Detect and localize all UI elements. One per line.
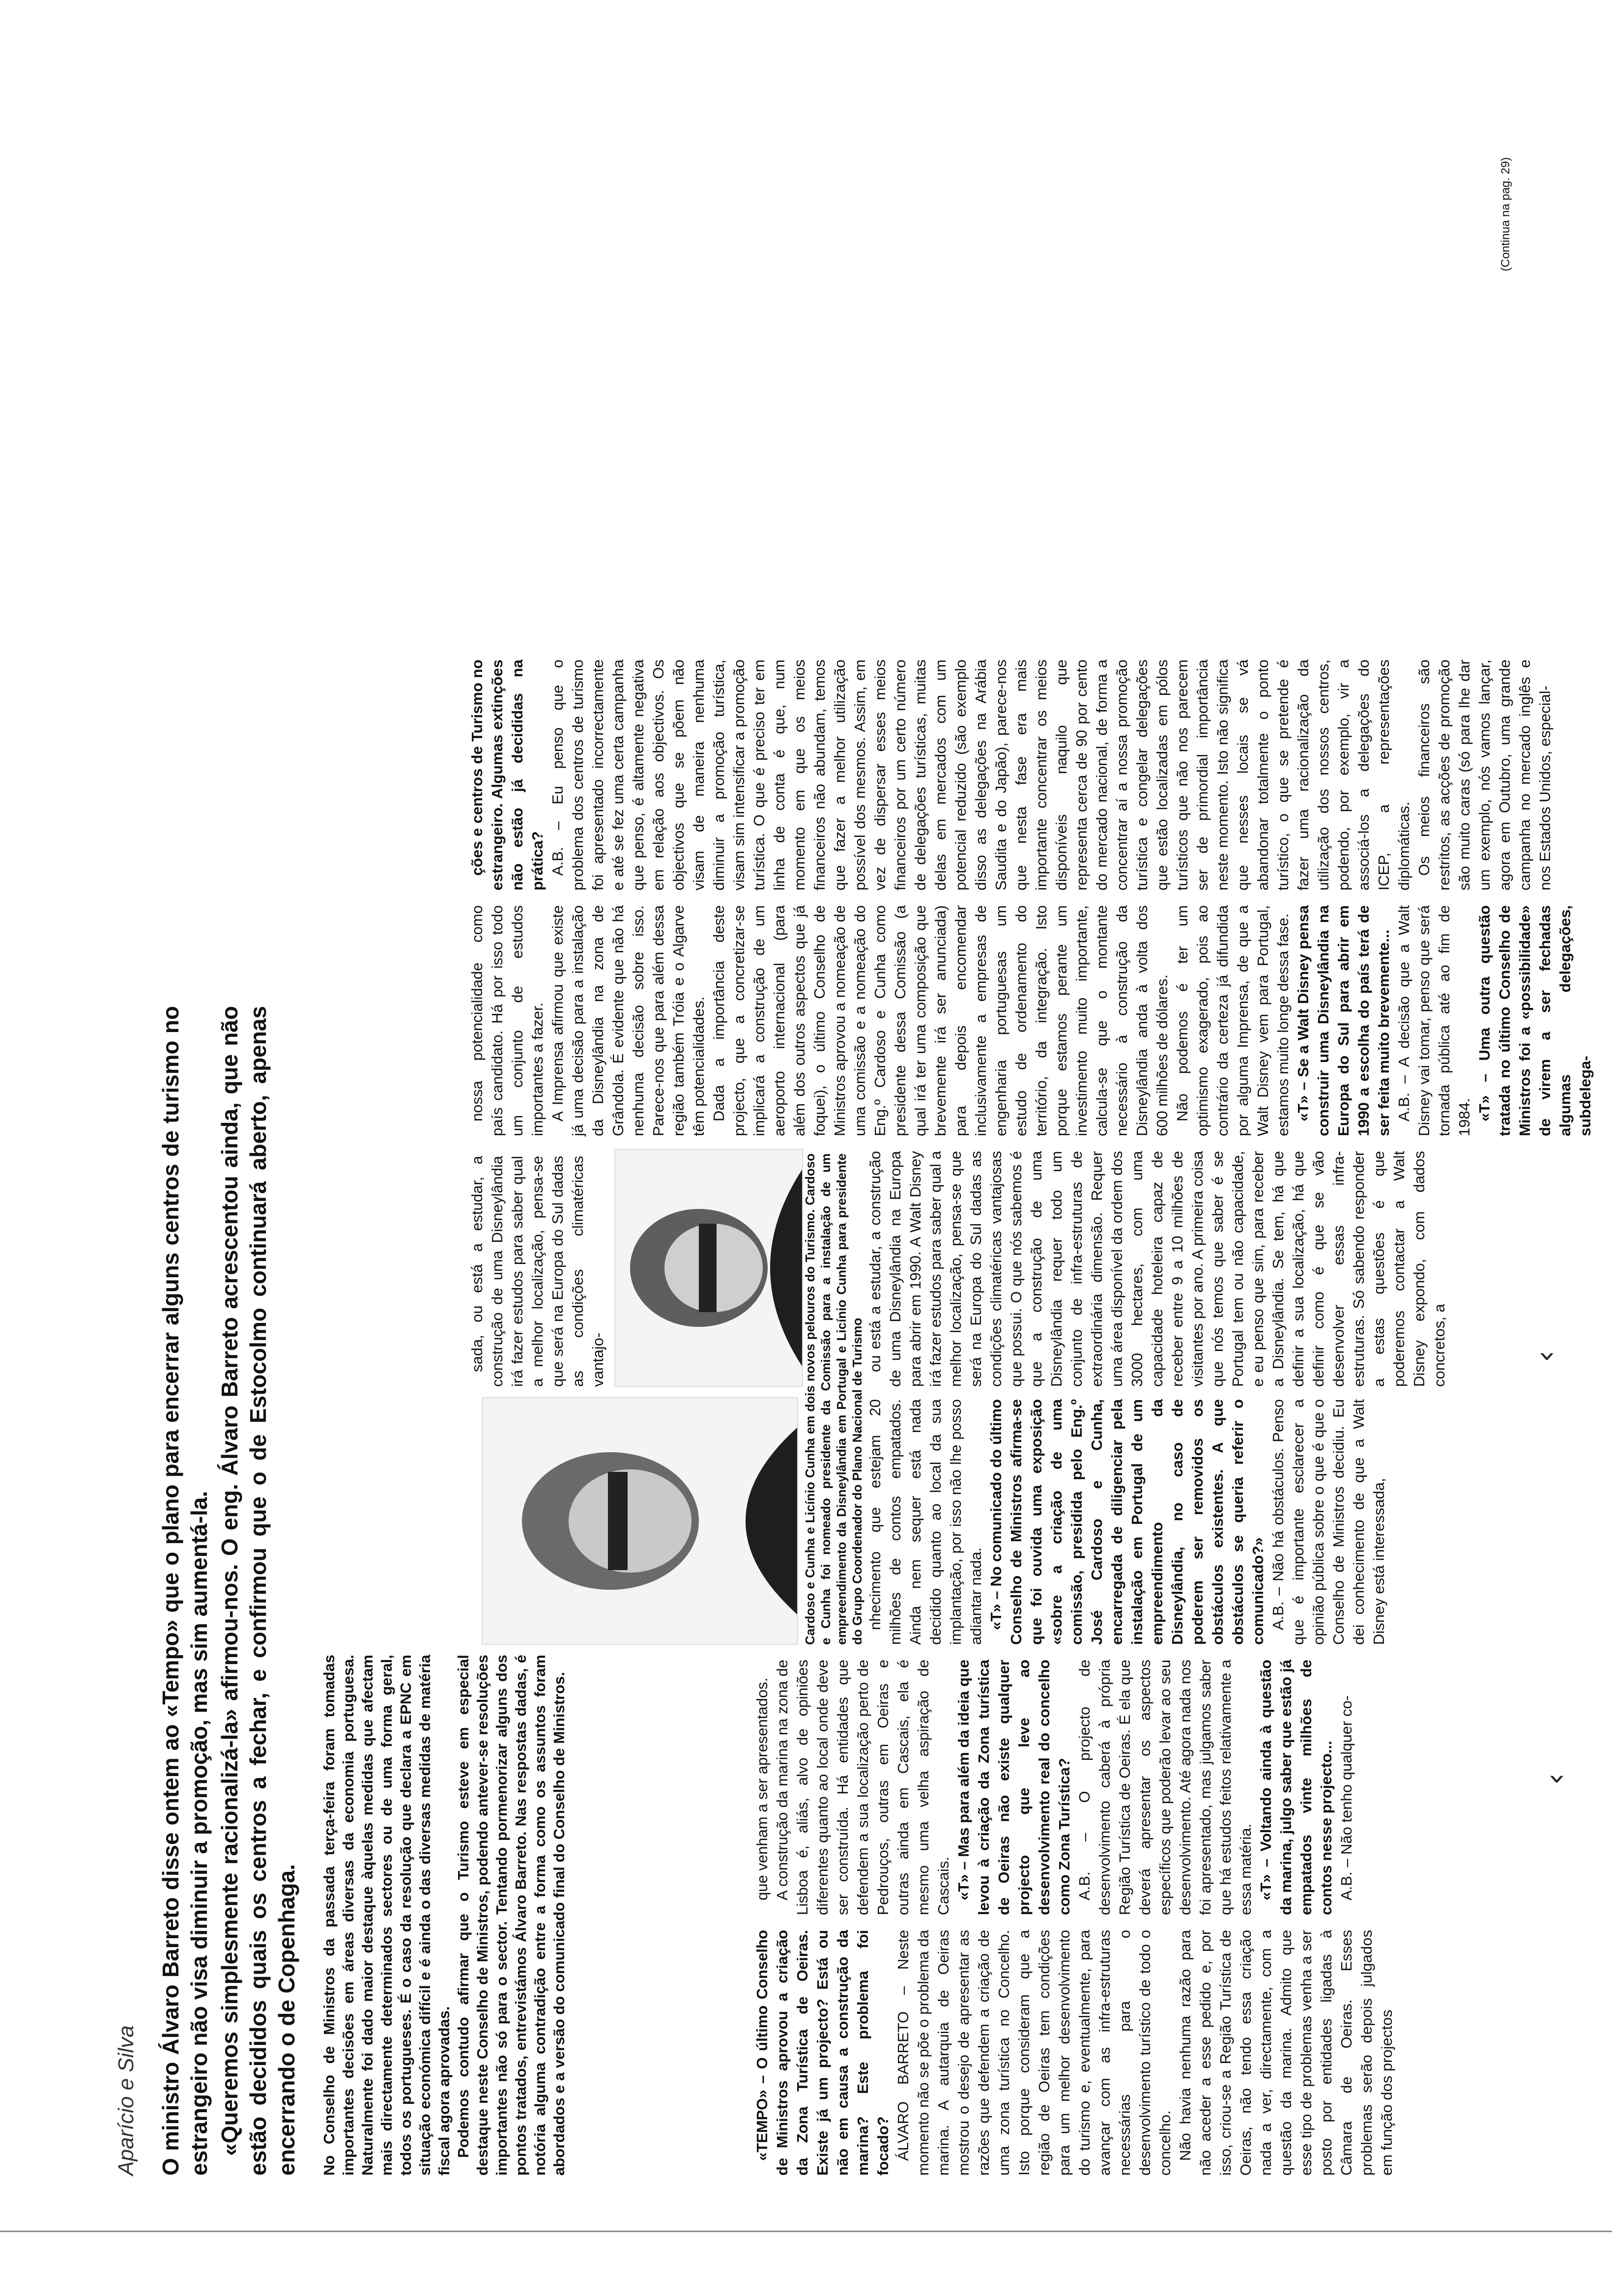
article-column-2 bbox=[752, 1660, 1489, 1915]
article-paragraph: ou está a estudar, a construção de uma Disneylândia na Europa para abrir em 1990. A Walt Disney irá fazer estudos para saber qual a melhor localização, pensa-se que será na Europa do Sul dadas as condições climatéricas vantajosas que possui. O que nós sabemos é que a construção de uma Disneylândia requer todo um conjunto de infra-estruturas de extraordinária dimensão. Requer uma área disponível da ordem dos 3000 hectares, com uma capacidade hoteleira capaz de receber entre 9 a 10 milhões de visitantes por ano. A primeira coisa que nós temos que saber é se Portugal tem ou não capacidade, e eu penso que sim, para receber a Disneylândia. Se tem, há que definir a sua localização, há que definir como é que se vão desenvolver essas infra-estruturas. Só sabendo responder a estas questões é que poderemos contactar a Walt Disney expondo, com dados concretos, a bbox=[866, 1151, 1448, 1387]
interview-question: «T» – Mas para além da ideia que levou à criação da Zona turística de Oeiras não existe qualquer projecto que leve ao desenvolvimento real do concelho como Zona Turística? bbox=[955, 1660, 1073, 1915]
article-paragraph: A Imprensa afirmou que existe já uma decisão para a instalação da Disneylândia na zona de Grândola. É evidente que não há nenhuma decisão sobre isso. Parece-nos que para além dessa região também Tróia e o Algarve têm potencialidades. bbox=[549, 905, 707, 1136]
article-paragraph: Os meios financeiros são restritos, as acções de promoção são muito caras (só para lhe dar um exemplo, nós vamos lançar, agora em Outubro, uma grande campanha no mercado inglês e nos Estados Unidos, especial- bbox=[1415, 660, 1554, 890]
interview-question: «T» – Se a Walt Disney pensa construir uma Disneylândia na Europa do Sul para abrir em 1990 a escolha do país terá de ser feita muito brevemente... bbox=[1295, 905, 1392, 1136]
article-paragraph: ÁLVARO BARRETO – Neste momento não se põe o problema da marina. A autarquia de Oeiras mostrou o desejo de apresentar as razões que defendem a criação de uma zona turística no Concelho. Isto porque consideram que a região de Oeiras tem condições para um melhor desenvolvimento do turismo e, eventualmente, para avançar com as infra-estruturas necessárias para o desenvolvimento turístico de todo o concelho. bbox=[894, 1930, 1174, 2176]
scan-mark: ‹ bbox=[1538, 1773, 1573, 1785]
intro-paragraph: No Conselho de Ministros da passada terça-feira foram tomadas importantes decisões em áreas diversas da economia portuguesa. Naturalmente foi dado maior destaque àquelas medidas que afectam mais directamente determinados sectores ou de uma forma geral, todos os portugueses. É o caso da resolução que declara a EPNC em situação económica difícil e é ainda o das diversas medidas de matéria fiscal agora aprovadas. bbox=[320, 1655, 453, 2176]
intro-text bbox=[319, 1655, 569, 2176]
article-column-4-top bbox=[467, 1156, 609, 1387]
article-column-4 bbox=[865, 1151, 1489, 1387]
interview-question: «TEMPO» – O último Conselho de Ministros aprovou a criação da Zona Turística de Oeiras. Existe já um projecto? Está ou não em causa a construção da marina? Este problema foi focado? bbox=[753, 1930, 892, 2176]
interview-question: «T» – No comunicado do último Conselho de Ministros afirma-se que foi ouvida uma exposição «sobre a criação de uma comissão, presidida pelo Eng.º José Cardoso e Cunha, encarregada de diligenciar pela instalação em Portugal de um empreendimento da Disneylândia, no caso de poderem ser removidos os obstáculos existentes. A que obstáculos se queria referir o comunicado?» bbox=[987, 1399, 1267, 1645]
lead-paragraph bbox=[156, 1006, 303, 2176]
fold-rule bbox=[0, 2231, 1612, 2232]
article-paragraph: que venham a ser apresentados. bbox=[753, 1677, 771, 1900]
byline: Aparício e Silva bbox=[114, 2025, 138, 2176]
article-paragraph: A construção da marina na zona de Lisboa é, aliás, alvo de opiniões diferentes quanto ao local onde deve ser construída. Há entidades que defendem a sua localização perto de Pedrouços, outras em Oeiras e outras ainda em Cascais, ela é mesmo uma velha aspiração de Cascais. bbox=[774, 1660, 952, 1915]
article-column-5 bbox=[467, 905, 1594, 1136]
portrait-photo-cardoso-e-cunha bbox=[482, 1397, 798, 1645]
intro-paragraph: Podemos contudo afirmar que o Turismo esteve em especial destaque neste Conselho de Ministros, podendo antever-se resoluções importantes não só para o sector. Tentando pormenorizar alguns dos pontos tratados, entrevistámos Álvaro Barreto. Nas respostas dadas, é notória alguma contradição entre a forma como os assuntos foram abordados e a versão do comunicado final do Conselho de Ministros. bbox=[455, 1655, 568, 2176]
interview-question: ções e centros de Turismo no estrangeiro. Algumas extinções não estão já decididas na prática? bbox=[468, 660, 546, 890]
continued-note: (Continua na pag. 29) bbox=[1499, 157, 1512, 271]
scan-mark: ‹ bbox=[1528, 1350, 1563, 1362]
portrait-photo-licinio-cunha bbox=[614, 1149, 803, 1387]
article-paragraph: nhecimento que estejam 20 milhões de contos empatados. Ainda nem sequer está nada decidido quanto ao local da sua implantação, por isso não lhe posso adiantar nada. bbox=[866, 1399, 984, 1645]
article-column-3 bbox=[865, 1399, 1489, 1645]
article-paragraph: A.B. – Não tenho qualquer co- bbox=[1338, 1695, 1355, 1900]
article-paragraph: A.B. – A decisão que a Walt Disney vai tomar, penso que será tornada pública até ao fim de 1984. bbox=[1395, 905, 1473, 1136]
article-column-6 bbox=[467, 660, 1554, 890]
article-paragraph: Dada a importância deste projecto, que a concretizar-se implicará a construção de um aeroporto internacional (para além dos outros aspectos que já foquei), o último Conselho de Ministros aprovou a nomeação de uma comissão e a nomeação do Eng.º Cardoso e Cunha como presidente dessa Comissão (a qual irá ter uma composição que brevemente irá ser anunciada) para depois encomendar inclusivamente a empresas de engenharia portuguesas um estudo de ordenamento do território, da integração. Isto porque estamos perante um investimento muito importante, calcula-se que o montante necessário à construção da Disneylândia anda à volta dos 600 milhões de dólares. bbox=[710, 905, 1171, 1136]
article-paragraph: Não podemos é ter um optimismo exagerado, pois ao contrário da certeza já difundida por alguma Imprensa, de que a Walt Disney vem para Portugal, estamos muito longe dessa fase. bbox=[1174, 905, 1292, 1136]
article-paragraph: nossa potencialidade como país candidato. Há por isso todo um conjunto de estudos importantes a fazer. bbox=[468, 905, 546, 1136]
article-paragraph: sada, ou está a estudar, a construção de uma Disneylândia irá fazer estudos para saber qual a melhor localização, pensa-se que será na Europa do Sul dadas as condições climatéricas vantajo- bbox=[468, 1156, 606, 1387]
article-paragraph: A.B. – O projecto de desenvolvimento caberá à própria Região Turística de Oeiras. É ela que deverá apresentar os aspectos específicos que poderão levar ao seu desenvolvimento. Até agora nada nos foi apresentado, mas julgamos saber que há estudos feitos relativamente a essa matéria. bbox=[1076, 1660, 1254, 1915]
article-paragraph: A.B. – Eu penso que o problema dos centros de turismo foi apresentado incorrectamente e até se fez uma certa campanha que penso, é altamente negativa em relação aos objectivos. Os objectivos que se põem não visam de maneira nenhuma diminuir a promoção turística, visam sim intensificar a promoção turística. O que é preciso ter em linha de conta é que, num momento em que os meios financeiros não abundam, temos que fazer a melhor utilização possível dos mesmos. Assim, em vez de dispersar esses meios financeiros por um certo número de delegações turísticas, muitas delas em mercados com um potencial reduzido (são exemplo disso as delegações na Arábia Saudita e do Japão), parece-nos que nesta fase era mais importante concentrar os meios disponíveis naquilo que representa cerca de 90 por cento do mercado nacional, de forma a concentrar aí a nossa promoção turística e congelar delegações que estão localizadas em pólos turísticos que não nos parecem ser de primordial importância neste momento. Isto não significa que nesses locais se vá abandonar totalmente o ponto turístico, o que se pretende é fazer uma racionalização da utilização dos nossos centros, podendo, por exemplo, vir a associá-los a delegações do ICEP, a representações diplomáticas. bbox=[549, 660, 1412, 890]
lead-line: «Queremos simplesmente racionalizá-la» afirmou-nos. O eng. Álvaro Barreto acrescentou ainda, que não estão decididos quais os centros a fechar, e confirmou que o de Estocolmo continuará aberto, apenas encerrando o de Copenhaga. bbox=[217, 1006, 299, 2176]
interview-question: «T» – Voltando ainda à questão da marina, julgo saber que estão já empatados vinte milhões de contos nesse projecto... bbox=[1257, 1660, 1335, 1915]
interview-question: «T» – Uma outra questão tratada no último Conselho de Ministros foi a «possibilidade» de virem a ser fechadas algumas delegações, subdelega- bbox=[1476, 905, 1594, 1136]
article-column-1 bbox=[752, 1930, 1489, 2176]
article-paragraph: A.B. – Não há obstáculos. Penso que é importante esclarecer a opinião pública sobre o que é que o Conselho de Ministros decidiu. Eu dei conhecimento de que a Walt Disney está interessada, bbox=[1269, 1399, 1387, 1645]
lead-line: O ministro Álvaro Barreto disse ontem ao «Tempo» que o plano para encerrar alguns centros de turismo no estrangeiro não visa diminuir a promoção, mas sim aumentá-la. bbox=[158, 1006, 212, 2176]
article-paragraph: Não havia nenhuma razão para não aceder a esse pedido e, por isso, criou-se a Região Turística de Oeiras, não tendo essa criação nada a ver, directamente, com a questão da marina. Admito que esse tipo de problemas venha a ser posto por entidades ligadas à Câmara de Oeiras. Esses problemas serão depois julgados em função dos projectos bbox=[1177, 1930, 1395, 2176]
photo-caption: Cardoso e Cunha e Licínio Cunha em dois novos pelouros do Turismo. Cardoso e Cunha foi nomeado presidente da Comissão para a instalação de um empreendimento da Disneylândia em Portugal e Licínio Cunha para presidente do Grupo Coordenador do Plano Nacional de Turismo bbox=[803, 1153, 864, 1645]
